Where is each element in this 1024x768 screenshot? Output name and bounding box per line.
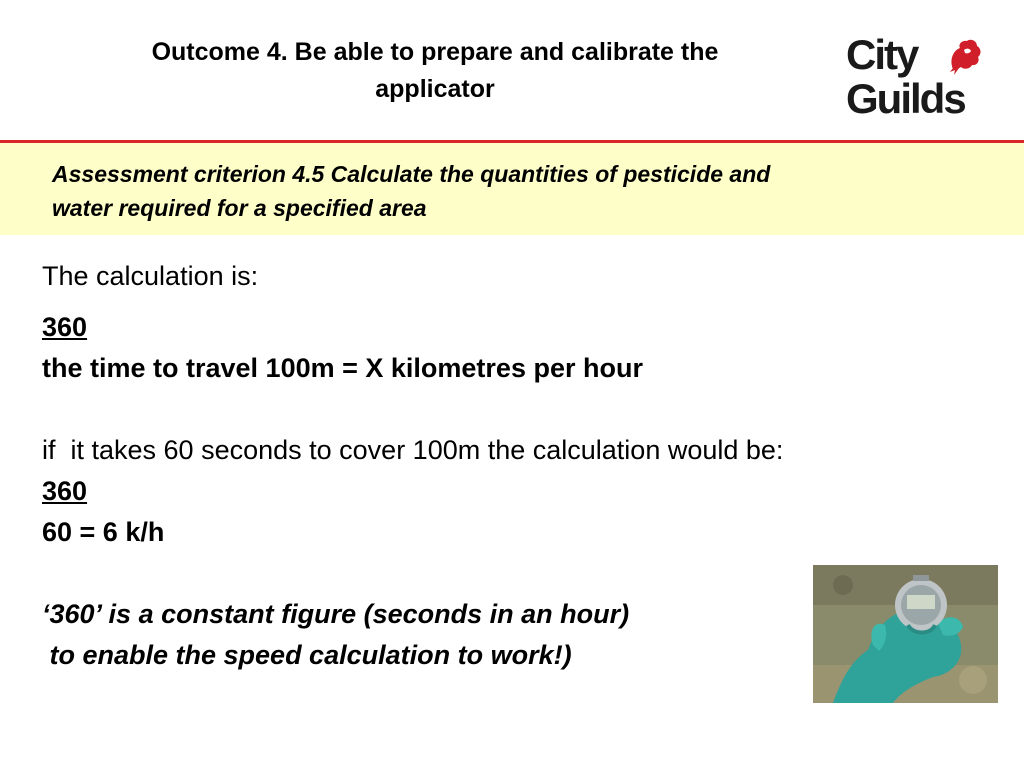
- slide-title: [60, 34, 810, 108]
- formula-denominator: the time to travel 100m = X kilometres per hour: [42, 353, 643, 383]
- slide-title-line-2: applicator: [375, 75, 495, 103]
- logo-word-guilds: Guilds: [846, 75, 965, 122]
- logo-line-2: [846, 75, 965, 122]
- example-result: 60 = 6 k/h: [42, 517, 165, 547]
- slide-title-line-1: Outcome 4. Be able to prepare and calibrate the: [151, 38, 719, 66]
- stopwatch-in-gloved-hand-image: [813, 565, 998, 703]
- note-line-2: to enable the speed calculation to work!): [42, 640, 572, 670]
- note-line-1: ‘360’ is a constant figure (seconds in an hour): [42, 599, 630, 629]
- spacer: [42, 389, 1002, 430]
- spacer: [42, 297, 1002, 307]
- city-and-guilds-logo: [846, 32, 986, 124]
- calculation-intro: The calculation is:: [42, 261, 259, 291]
- example-numerator: 360: [42, 476, 88, 506]
- assessment-criterion-line-1: Assessment criterion 4.5 Calculate the quantities of pesticide and: [52, 161, 771, 187]
- stopwatch-photo: [813, 565, 998, 703]
- logo-word-city: City: [846, 31, 918, 78]
- assessment-criterion-line-2: water required for a specified area: [52, 195, 427, 221]
- example-intro: if it takes 60 seconds to cover 100m the calculation would be:: [42, 435, 784, 465]
- logo-line-1: [846, 31, 918, 78]
- assessment-criterion: [52, 157, 992, 225]
- lion-icon: [946, 36, 984, 76]
- formula-numerator: 360: [42, 312, 88, 342]
